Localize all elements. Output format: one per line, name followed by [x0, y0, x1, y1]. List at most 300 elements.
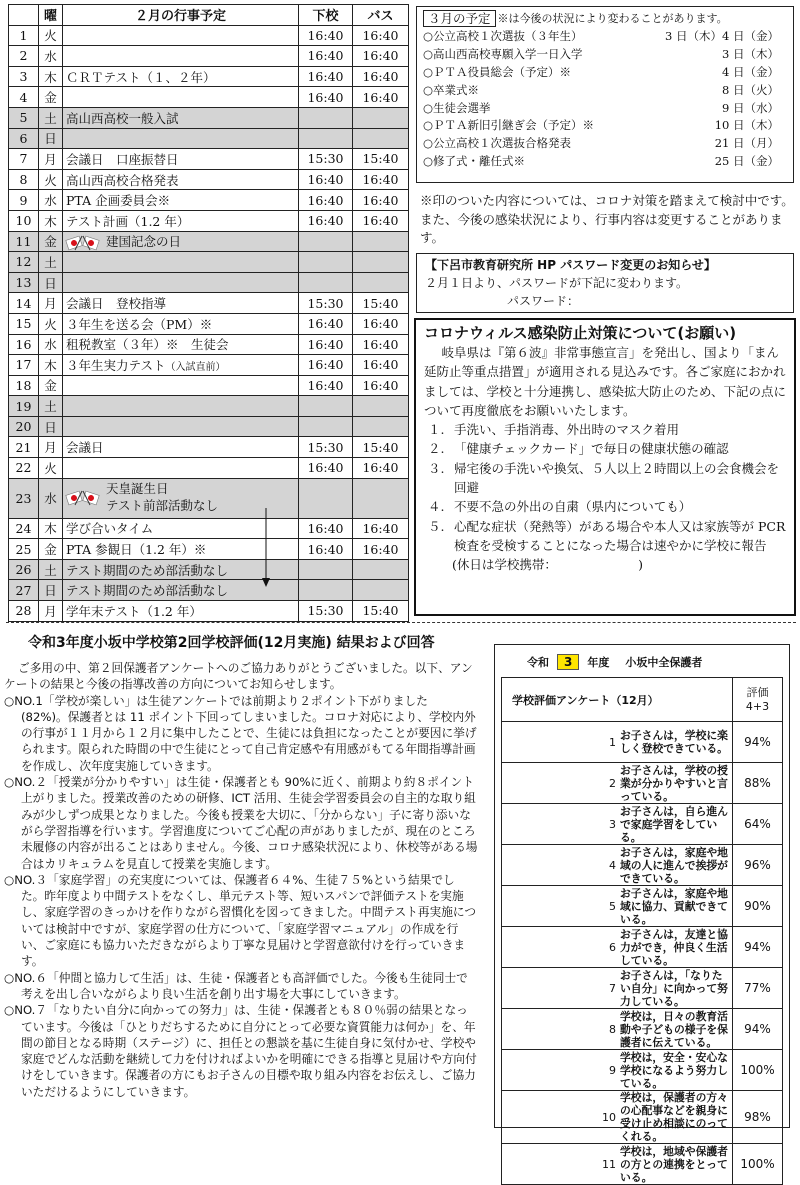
weekday-cell: 火: [39, 169, 63, 190]
event-cell: [63, 210, 299, 231]
survey-table-title: 学校評価アンケート（12月）: [502, 678, 733, 722]
leave-time-cell: 16:40: [299, 87, 353, 108]
evaluation-paragraph: ○NO.３「家庭学習」の充実度については、保護者６４%、生徒７５%という結果でした。昨年度より中間テストをなくし、単元テスト等、短いスパンで評価テストを実施し、家庭学習のきっかけを作りながら習慣化を図ってきました。中間テスト再実施については検討中ですが、家庭学習の仕方について、「家庭学習マニュアル」の作成を行い、ご家庭にも協力いただきながらより丁寧な見届けと学習意欲付けを行っていきます。: [4, 872, 477, 969]
question-number: 3: [502, 804, 618, 845]
schedule-row: [9, 437, 409, 458]
header-event: ２月の行事予定: [63, 5, 299, 26]
question-percent: 98%: [733, 1091, 783, 1144]
bus-time-cell: 16:40: [353, 210, 409, 231]
schedule-row: [9, 107, 409, 128]
schedule-row: [9, 210, 409, 231]
question-percent: 94%: [733, 1009, 783, 1050]
day-cell: 3: [9, 66, 39, 87]
event-text: ３年生を送る会（PM）※: [66, 316, 213, 332]
survey-row: [502, 804, 783, 845]
march-item: [423, 63, 787, 81]
bus-time-cell: 15:40: [353, 293, 409, 314]
header-leave: 下校: [299, 5, 353, 26]
schedule-row: [9, 46, 409, 67]
question-text: お子さんは，友達と協力ができ，仲良く生活している。: [617, 927, 733, 968]
bus-time-cell: 15:40: [353, 437, 409, 458]
event-text: ＣＲＴテスト（１、２年）: [66, 69, 216, 85]
day-cell: 2: [9, 46, 39, 67]
day-cell: 20: [9, 416, 39, 437]
event-text: 高山西高校一般入試: [66, 110, 179, 126]
header-day: [9, 5, 39, 26]
holiday-contact: (休日は学校携帯： ): [452, 557, 644, 573]
bus-time-cell: 16:40: [353, 458, 409, 479]
day-cell: 18: [9, 375, 39, 396]
event-cell: [63, 375, 299, 396]
weekday-cell: 木: [39, 355, 63, 376]
event-text-2: テスト前部活動なし: [106, 498, 219, 514]
question-number: 2: [502, 763, 618, 804]
survey-row: [502, 763, 783, 804]
question-percent: 77%: [733, 968, 783, 1009]
event-text: ３年生実力テスト: [66, 357, 166, 373]
survey-table: [501, 677, 783, 1185]
bus-time-cell: [353, 478, 409, 518]
question-percent: 100%: [733, 1050, 783, 1091]
bus-time-cell: 16:40: [353, 334, 409, 355]
eval-header-label: 評価: [746, 685, 769, 699]
event-cell: [63, 458, 299, 479]
day-cell: 14: [9, 293, 39, 314]
schedule-row: [9, 375, 409, 396]
event-cell: [63, 128, 299, 149]
corona-item: [424, 420, 786, 439]
corona-item-text: 不要不急の外出の自粛（県内についても）: [454, 499, 692, 515]
schedule-row: [9, 518, 409, 539]
day-cell: 17: [9, 355, 39, 376]
leave-time-cell: 16:40: [299, 190, 353, 211]
schedule-row: [9, 580, 409, 601]
weekday-cell: 日: [39, 580, 63, 601]
survey-row: [502, 1050, 783, 1091]
day-cell: 22: [9, 458, 39, 479]
question-percent: 90%: [733, 886, 783, 927]
evaluation-paragraph: ○NO.６「仲間と協力して生活」は、生徒・保護者とも高評価でした。今後も生徒同士で考えを出し合いながらより良い生活を創り出す場を大事にしていきます。: [4, 970, 468, 1001]
bus-time-cell: [353, 128, 409, 149]
corona-item-num: ３.: [428, 460, 445, 476]
weekday-cell: 金: [39, 539, 63, 560]
question-text: お子さんは，家庭や地域に協力、貢献できている。: [617, 886, 733, 927]
event-cell: [63, 252, 299, 273]
event-text: テスト期間のため部活動なし: [66, 562, 229, 578]
march-event: ○修了式・離任式※: [423, 154, 526, 169]
schedule-row: [9, 190, 409, 211]
question-number: 9: [502, 1050, 618, 1091]
corona-item: [424, 459, 786, 498]
day-cell: 24: [9, 518, 39, 539]
march-date: 10 日（木）: [714, 118, 779, 133]
corona-item: [424, 517, 786, 556]
day-cell: 10: [9, 210, 39, 231]
weekday-cell: 水: [39, 334, 63, 355]
survey-row: [502, 927, 783, 968]
schedule-row: [9, 231, 409, 252]
survey-header: [501, 649, 783, 675]
day-cell: 28: [9, 601, 39, 622]
leave-time-cell: 16:40: [299, 334, 353, 355]
corona-item-num: ４.: [428, 499, 445, 515]
bus-time-cell: [353, 107, 409, 128]
event-cell: [63, 46, 299, 67]
day-cell: 21: [9, 437, 39, 458]
event-text: テスト計画（1.2 年）: [66, 213, 190, 229]
event-text: PTA 参観日（1.2 年）※: [66, 542, 207, 558]
header-bus: バス: [353, 5, 409, 26]
corona-item-text: 心配な症状（発熱等）がある場合や本人又は家族等が PCR 検査を受検することになった場合は速やかに学校に報告: [454, 518, 786, 553]
question-text: 学校は，日々の教育活動や子どもの様子を保護者に伝えている。: [617, 1009, 733, 1050]
event-cell: [63, 107, 299, 128]
day-cell: 4: [9, 87, 39, 108]
password-notice-line: ２月１日より、パスワードが下記に変わります。: [425, 276, 689, 290]
corona-notice-box: [414, 318, 796, 616]
event-cell: [63, 313, 299, 334]
schedule-row: [9, 128, 409, 149]
weekday-cell: 日: [39, 416, 63, 437]
survey-era: 令和: [527, 656, 549, 669]
event-cell: [63, 87, 299, 108]
leave-time-cell: [299, 272, 353, 293]
march-footnote: ※印のついた内容については、コロナ対策を踏まえて検討中です。また、今後の感染状況により、行事内容は変更することがあります。: [420, 193, 794, 245]
question-number: 5: [502, 886, 618, 927]
march-item: [423, 99, 787, 117]
leave-time-cell: [299, 231, 353, 252]
leave-time-cell: [299, 416, 353, 437]
weekday-cell: 金: [39, 87, 63, 108]
bus-time-cell: 16:40: [353, 190, 409, 211]
march-note: ※は今後の状況により変わることがあります。: [497, 12, 728, 25]
event-text: 高山西高校合格発表: [66, 172, 179, 188]
leave-time-cell: 16:40: [299, 66, 353, 87]
event-cell: [63, 149, 299, 170]
corona-title: コロナウィルス感染防止対策について(お願い): [424, 324, 737, 342]
question-percent: 94%: [733, 722, 783, 763]
weekday-cell: 土: [39, 559, 63, 580]
event-cell: [63, 601, 299, 622]
weekday-cell: 土: [39, 252, 63, 273]
schedule-row: [9, 334, 409, 355]
schedule-row: [9, 87, 409, 108]
bus-time-cell: 16:40: [353, 313, 409, 334]
corona-item-text: 帰宅後の手洗いや換気、５人以上２時間以上の会食機会を回避: [454, 460, 780, 496]
question-number: 10: [502, 1091, 618, 1144]
survey-row: [502, 845, 783, 886]
march-item: [423, 152, 787, 170]
march-item: [423, 81, 787, 99]
eval-header: [733, 678, 783, 722]
march-item: [423, 45, 787, 63]
day-cell: 15: [9, 313, 39, 334]
survey-row: [502, 722, 783, 763]
survey-row: [502, 1144, 783, 1185]
weekday-cell: 月: [39, 293, 63, 314]
question-number: 1: [502, 722, 618, 763]
weekday-cell: 金: [39, 231, 63, 252]
weekday-cell: 月: [39, 601, 63, 622]
march-date: 4 日（金）: [722, 64, 779, 79]
march-date: 21 日（月）: [714, 136, 779, 151]
schedule-row: [9, 355, 409, 376]
march-event: ○公立高校１次選抜（３年生）: [423, 28, 583, 43]
bus-time-cell: [353, 580, 409, 601]
schedule-row: [9, 458, 409, 479]
march-title: ３月の予定: [423, 10, 496, 27]
schedule-row: [9, 252, 409, 273]
leave-time-cell: 16:40: [299, 25, 353, 46]
weekday-cell: 水: [39, 190, 63, 211]
question-percent: 100%: [733, 1144, 783, 1185]
bus-time-cell: 16:40: [353, 355, 409, 376]
corona-item: [424, 497, 786, 516]
evaluation-title: 令和3年度小坂中学校第2回学校評価(12月実施) 結果および回答: [28, 635, 435, 651]
event-cell: [63, 437, 299, 458]
schedule-row: [9, 416, 409, 437]
march-header: [423, 9, 787, 27]
event-text: 会議日 登校指導: [66, 296, 167, 312]
survey-row: [502, 1091, 783, 1144]
day-cell: 9: [9, 190, 39, 211]
day-cell: 6: [9, 128, 39, 149]
password-notice-title: 【下呂市教育研究所 HP パスワード変更のお知らせ】: [425, 258, 716, 272]
day-cell: 26: [9, 559, 39, 580]
corona-item-text: 手洗い、手指消毒、外出時のマスク着用: [454, 422, 680, 438]
leave-time-cell: [299, 396, 353, 417]
evaluation-paragraph: ご多用の中、第２回保護者アンケートへのご協力ありがとうございました。以下、アンケートの結果と今後の指導改善の方向についてお知らせします。: [4, 661, 473, 692]
weekday-cell: 金: [39, 375, 63, 396]
weekday-cell: 月: [39, 437, 63, 458]
question-percent: 88%: [733, 763, 783, 804]
bus-time-cell: [353, 396, 409, 417]
event-note: （入試直前）: [165, 361, 226, 373]
leave-time-cell: [299, 559, 353, 580]
weekday-cell: 火: [39, 313, 63, 334]
leave-time-cell: [299, 128, 353, 149]
bus-time-cell: [353, 231, 409, 252]
question-percent: 96%: [733, 845, 783, 886]
leave-time-cell: 15:30: [299, 293, 353, 314]
survey-year: 3: [557, 654, 579, 670]
continuation-arrow-icon: [261, 508, 271, 588]
question-text: お子さんは，「なりたい自分」に向かって努力している。: [617, 968, 733, 1009]
leave-time-cell: 15:30: [299, 601, 353, 622]
question-text: お子さんは，自ら進んで家庭学習をしている。: [617, 804, 733, 845]
event-cell: [63, 355, 299, 376]
bus-time-cell: 16:40: [353, 87, 409, 108]
corona-intro: 岐阜県は『第６波』非常事態宣言」を発出し、国より「まん延防止等重点措置」が適用される見込みです。各ご家庭におかれましては、学校と十分連携し、感染拡大防止のため、下記の点について再度徹底をお願いいたします。: [424, 345, 787, 418]
day-cell: 1: [9, 25, 39, 46]
event-cell: [63, 293, 299, 314]
march-event: ○高山西高校専願入学一日入学: [423, 46, 583, 61]
question-percent: 64%: [733, 804, 783, 845]
leave-time-cell: 16:40: [299, 355, 353, 376]
weekday-cell: 木: [39, 66, 63, 87]
schedule-row: [9, 272, 409, 293]
day-cell: 19: [9, 396, 39, 417]
survey-year-suffix: 年度: [587, 656, 610, 669]
day-cell: 5: [9, 107, 39, 128]
weekday-cell: 火: [39, 25, 63, 46]
day-cell: 16: [9, 334, 39, 355]
leave-time-cell: [299, 580, 353, 601]
schedule-row: [9, 293, 409, 314]
question-percent: 94%: [733, 927, 783, 968]
bus-time-cell: [353, 272, 409, 293]
bus-time-cell: 16:40: [353, 539, 409, 560]
march-date: 25 日（金）: [714, 154, 779, 169]
march-schedule-box: [416, 6, 794, 183]
event-cell: [63, 66, 299, 87]
event-text: 学年末テスト（1.2 年）: [66, 603, 202, 619]
march-date: 3 日（木）4 日（金）: [665, 28, 779, 43]
corona-item-text: 「健康チェックカード」で毎日の健康状態の確認: [454, 441, 729, 457]
password-label: パスワード：: [507, 294, 580, 308]
question-number: 4: [502, 845, 618, 886]
schedule-row: [9, 169, 409, 190]
header-weekday: 曜: [39, 5, 63, 26]
day-cell: 23: [9, 478, 39, 518]
leave-time-cell: 16:40: [299, 539, 353, 560]
weekday-cell: 土: [39, 396, 63, 417]
weekday-cell: 木: [39, 210, 63, 231]
day-cell: 25: [9, 539, 39, 560]
question-number: 6: [502, 927, 618, 968]
weekday-cell: 日: [39, 272, 63, 293]
weekday-cell: 日: [39, 128, 63, 149]
day-cell: 27: [9, 580, 39, 601]
event-text: 会議日 口座振替日: [66, 151, 179, 167]
march-date: 8 日（火）: [722, 82, 779, 97]
japan-flags-icon: [66, 490, 100, 506]
bus-time-cell: 16:40: [353, 518, 409, 539]
day-cell: 7: [9, 149, 39, 170]
schedule-header-row: [9, 5, 409, 26]
weekday-cell: 水: [39, 478, 63, 518]
leave-time-cell: 16:40: [299, 518, 353, 539]
schedule-row: [9, 559, 409, 580]
bus-time-cell: 15:40: [353, 601, 409, 622]
bus-time-cell: [353, 559, 409, 580]
march-item: [423, 134, 787, 152]
march-date: 9 日（水）: [722, 100, 779, 115]
schedule-row: [9, 149, 409, 170]
evaluation-paragraph: ○NO.1「学校が楽しい」は生徒アンケートでは前期より２ポイント下がりました (82%)。保護者とは 11 ポイント下回ってしまいました。コロナ対応により、学校内外の行事が１１月から１２月に集中したことで、生徒には負担になったことが要因に挙げられます。限られた時間の中で生徒にとって自己肯定感や有用感がもてる年間指導計画を作成し、次年度実施していきます。: [4, 693, 477, 773]
survey-school: 小坂中全保護者: [625, 656, 703, 669]
leave-time-cell: 16:40: [299, 313, 353, 334]
weekday-cell: 水: [39, 46, 63, 67]
leave-time-cell: 15:30: [299, 149, 353, 170]
question-text: お子さんは，学校の授業が分かりやすいと言っている。: [617, 763, 733, 804]
schedule-row: [9, 478, 409, 518]
corona-item-num: １.: [428, 422, 445, 438]
bus-time-cell: 16:40: [353, 66, 409, 87]
corona-list: [424, 420, 786, 555]
march-list: [423, 27, 787, 170]
event-cell: [63, 272, 299, 293]
question-number: 7: [502, 968, 618, 1009]
march-event: ○ＰＴＡ役員総会（予定）※: [423, 64, 572, 79]
schedule-row: [9, 539, 409, 560]
weekday-cell: 月: [39, 149, 63, 170]
schedule-row: [9, 25, 409, 46]
bus-time-cell: 15:40: [353, 149, 409, 170]
survey-table-body: [502, 722, 783, 1185]
corona-item-num: ２.: [428, 441, 445, 457]
day-cell: 8: [9, 169, 39, 190]
section-divider: [6, 622, 796, 623]
question-number: 8: [502, 1009, 618, 1050]
leave-time-cell: 16:40: [299, 375, 353, 396]
leave-time-cell: 15:30: [299, 437, 353, 458]
event-text: 会議日: [66, 440, 104, 456]
question-text: 学校は，安全・安心な学校になるよう努力している。: [617, 1050, 733, 1091]
survey-row: [502, 968, 783, 1009]
day-cell: 13: [9, 272, 39, 293]
march-event: ○ＰＴＡ新旧引継ぎ会（予定）※: [423, 118, 595, 133]
event-cell: [63, 416, 299, 437]
march-event: ○卒業式※: [423, 82, 480, 97]
eval-header-scale: 4+3: [745, 699, 770, 713]
bus-time-cell: 16:40: [353, 169, 409, 190]
event-cell: [63, 25, 299, 46]
event-cell: [63, 169, 299, 190]
event-cell: [63, 190, 299, 211]
leave-time-cell: 16:40: [299, 210, 353, 231]
question-text: 学校は，保護者の方々の心配事などを親身に受け止め相談にのってくれる。: [617, 1091, 733, 1144]
leave-time-cell: 16:40: [299, 458, 353, 479]
leave-time-cell: [299, 107, 353, 128]
evaluation-paragraph: ○NO.２「授業が分かりやすい」は生徒・保護者とも 90%に近く、前期より約８ポイント上がりました。授業改善のための研修、ICT 活用、生徒会学習委員会の自主的な取り組みが少しずつ成果となりました。今後も授業を大切に、「分からない」子に寄り添いながら学習指導を行います。学習進度についてご心配の声がありましたが、現在のところ未履修の内容が出ることはありません。今後、コロナ感染状況により、休校等がある場合はカリキュラムを見直して授業を実施します。: [4, 775, 478, 871]
bus-time-cell: [353, 416, 409, 437]
event-text: 学び合いタイム: [66, 521, 154, 537]
question-text: お子さんは，学校に楽しく登校できている。: [617, 722, 733, 763]
event-text: PTA 企画委員会※: [66, 193, 171, 209]
event-text: 租税教室（３年）※ 生徒会: [66, 337, 229, 353]
march-event: ○生徒会選挙: [423, 100, 491, 115]
schedule-row: [9, 601, 409, 622]
weekday-cell: 火: [39, 458, 63, 479]
event-text: テスト期間のため部活動なし: [66, 583, 229, 599]
event-text: 建国記念の日: [106, 234, 182, 250]
weekday-cell: 土: [39, 107, 63, 128]
japan-flags-icon: [66, 235, 100, 251]
survey-table-header: [502, 678, 783, 722]
leave-time-cell: 16:40: [299, 169, 353, 190]
march-item: [423, 116, 787, 134]
schedule-row: [9, 396, 409, 417]
schedule-row: [9, 66, 409, 87]
march-date: 3 日（木）: [722, 46, 779, 61]
survey-row: [502, 886, 783, 927]
question-number: 11: [502, 1144, 618, 1185]
question-text: 学校は，地域や保護者の方との連携をとっている。: [617, 1144, 733, 1185]
day-cell: 12: [9, 252, 39, 273]
day-cell: 11: [9, 231, 39, 252]
bus-time-cell: 16:40: [353, 375, 409, 396]
weekday-cell: 木: [39, 518, 63, 539]
bus-time-cell: 16:40: [353, 25, 409, 46]
question-text: お子さんは，家庭や地域の人に進んで挨拶ができている。: [617, 845, 733, 886]
corona-item: [424, 439, 786, 458]
leave-time-cell: [299, 252, 353, 273]
bus-time-cell: 16:40: [353, 46, 409, 67]
event-text: 天皇誕生日: [106, 481, 169, 497]
schedule-row: [9, 313, 409, 334]
survey-box: [494, 644, 790, 1184]
corona-item-num: ５.: [428, 518, 445, 534]
